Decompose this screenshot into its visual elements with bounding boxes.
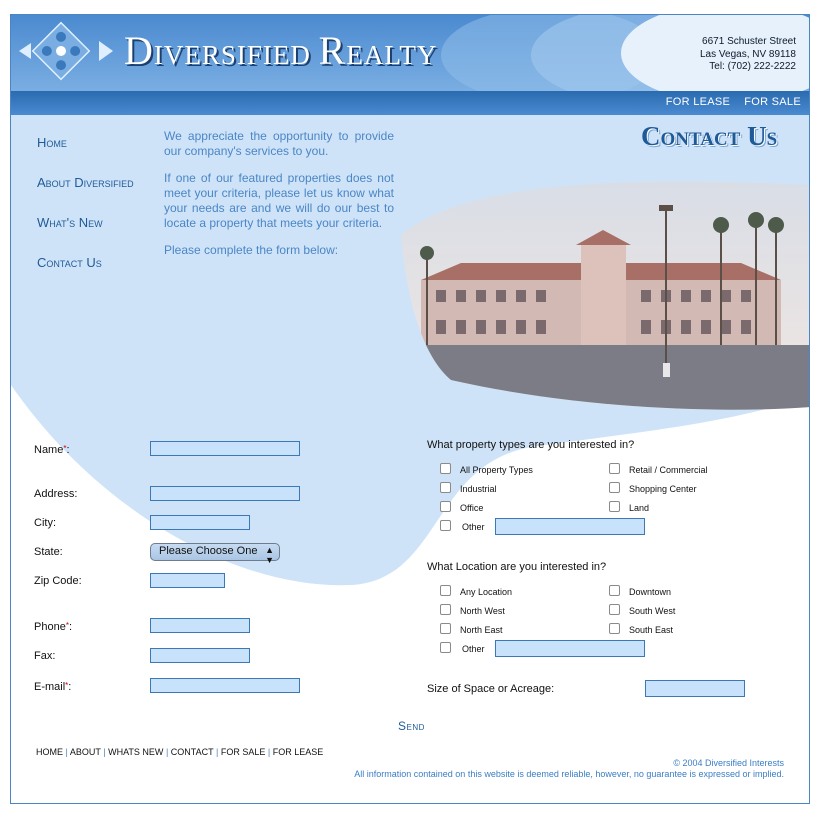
intro-text (164, 129, 394, 270)
checkbox-downtown[interactable] (609, 585, 620, 596)
footer-link-whats-new[interactable]: WHATS NEW (108, 747, 164, 757)
copyright-text: © 2004 Diversified Interests (673, 758, 784, 768)
checkbox-north-west[interactable] (440, 604, 451, 615)
intro-paragraph-1: We appreciate the opportunity to provide our company's services to you. (164, 129, 394, 158)
footer-separator: | (165, 747, 169, 757)
sidebar-nav (37, 135, 134, 295)
checkbox-office[interactable] (440, 501, 451, 512)
brand-initial-1: D (124, 28, 154, 73)
sidebar-item-about[interactable]: About Diversified (37, 175, 134, 190)
required-mark: * (63, 444, 67, 453)
checkbox-location-other[interactable] (440, 642, 451, 653)
page-title: Contact Us (641, 121, 778, 151)
brand-title[interactable] (124, 27, 437, 74)
label-any-location: Any Location (460, 587, 513, 597)
intro-paragraph-2: If one of our featured properties does not meet your criteria, please let us know what your needs are and we will do our best to locate a property that meets your criteria. (164, 171, 394, 230)
label-south-west: South West (629, 606, 676, 616)
property-other-field[interactable] (495, 518, 645, 535)
phone-label-text: Phone (34, 621, 66, 633)
label-office: Office (460, 503, 484, 513)
address-field[interactable] (150, 486, 300, 501)
label-all-property-types: All Property Types (460, 465, 533, 475)
intro-paragraph-3: Please complete the form below: (164, 243, 339, 257)
email-label (34, 681, 71, 693)
checkbox-shopping-center[interactable] (609, 482, 620, 493)
fax-label: Fax: (34, 650, 56, 662)
footer-separator: | (103, 747, 106, 757)
footer-separator: | (65, 747, 68, 757)
label-downtown: Downtown (629, 587, 672, 597)
label-retail-commercial: Retail / Commercial (629, 465, 708, 475)
address-city: Las Vegas, NV 89118 (700, 48, 796, 60)
footer-link-for-lease[interactable]: FOR LEASE (272, 747, 324, 757)
sidebar-item-contact[interactable]: Contact Us (37, 255, 102, 270)
size-field[interactable] (645, 680, 745, 697)
brand-word-2: EALTY (346, 40, 438, 70)
name-label-text: Name (34, 444, 64, 456)
building-photo (401, 175, 810, 415)
footer-link-contact[interactable]: CONTACT (170, 747, 214, 757)
address-street: 6671 Schuster Street (702, 36, 796, 47)
select-arrows-icon: ▲ ▼ (265, 545, 274, 565)
send-button[interactable]: Send (398, 719, 425, 733)
checkbox-all-property-types[interactable] (440, 463, 451, 474)
top-nav (666, 96, 801, 110)
location-question: What Location are you interested in? (427, 561, 607, 573)
checkbox-any-location[interactable] (440, 585, 451, 596)
required-mark: * (65, 681, 69, 690)
company-address (596, 36, 796, 74)
address-label: Address: (34, 488, 78, 500)
checkbox-property-other[interactable] (440, 520, 451, 531)
footer-separator: | (215, 747, 219, 757)
footer-copyright (354, 758, 784, 780)
footer-separator: | (267, 747, 271, 757)
required-mark: * (65, 621, 69, 630)
checkbox-north-east[interactable] (440, 623, 451, 634)
label-industrial: Industrial (460, 484, 497, 494)
phone-label-colon: : (68, 621, 72, 633)
footer-link-about[interactable]: ABOUT (69, 747, 101, 757)
footer-link-for-sale[interactable]: FOR SALE (220, 747, 266, 757)
zip-label: Zip Code: (34, 575, 82, 587)
label-south-east: South East (629, 625, 674, 635)
disclaimer-text: All information contained on this website is deemed reliable, however, no guarantee is expressed or implied. (354, 769, 784, 779)
label-shopping-center: Shopping Center (629, 484, 697, 494)
email-label-text: E-mail (34, 681, 66, 693)
property-types-question: What property types are you interested in? (427, 439, 635, 451)
fax-field[interactable] (150, 648, 250, 663)
name-field[interactable] (150, 441, 300, 456)
sidebar-item-whats-new[interactable]: What's New (37, 215, 103, 230)
label-north-west: North West (460, 606, 505, 616)
brand-word-1: IVERSIFIED (153, 40, 311, 70)
nav-for-lease[interactable]: FOR LEASE (665, 96, 731, 108)
brand-initial-2: R (318, 28, 347, 73)
label-land: Land (629, 503, 650, 513)
name-label-colon: : (66, 444, 70, 456)
state-select-value: Please Choose One (159, 545, 258, 557)
checkbox-industrial[interactable] (440, 482, 451, 493)
label-north-east: North East (460, 625, 503, 635)
zip-field[interactable] (150, 573, 225, 588)
nav-for-sale[interactable]: FOR SALE (744, 96, 801, 108)
page-frame (10, 14, 810, 804)
sidebar-item-home[interactable]: Home (37, 135, 67, 150)
checkbox-land[interactable] (609, 501, 620, 512)
footer-nav (36, 747, 323, 757)
city-field[interactable] (150, 515, 250, 530)
city-label: City: (34, 517, 56, 529)
label-property-other: Other (462, 522, 485, 532)
company-logo-icon[interactable] (15, 21, 115, 83)
label-location-other: Other (462, 644, 485, 654)
email-field[interactable] (150, 678, 300, 693)
location-other-field[interactable] (495, 640, 645, 657)
state-select[interactable] (150, 543, 280, 565)
footer-link-home[interactable]: HOME (36, 747, 63, 757)
address-phone: Tel: (702) 222-2222 (709, 61, 796, 72)
name-label (34, 444, 70, 456)
checkbox-south-east[interactable] (609, 623, 620, 634)
checkbox-retail-commercial[interactable] (609, 463, 620, 474)
state-label: State: (34, 546, 63, 558)
checkbox-south-west[interactable] (609, 604, 620, 615)
phone-field[interactable] (150, 618, 250, 633)
email-label-colon: : (68, 681, 72, 693)
size-label: Size of Space or Acreage: (427, 683, 555, 695)
phone-label (34, 621, 72, 633)
